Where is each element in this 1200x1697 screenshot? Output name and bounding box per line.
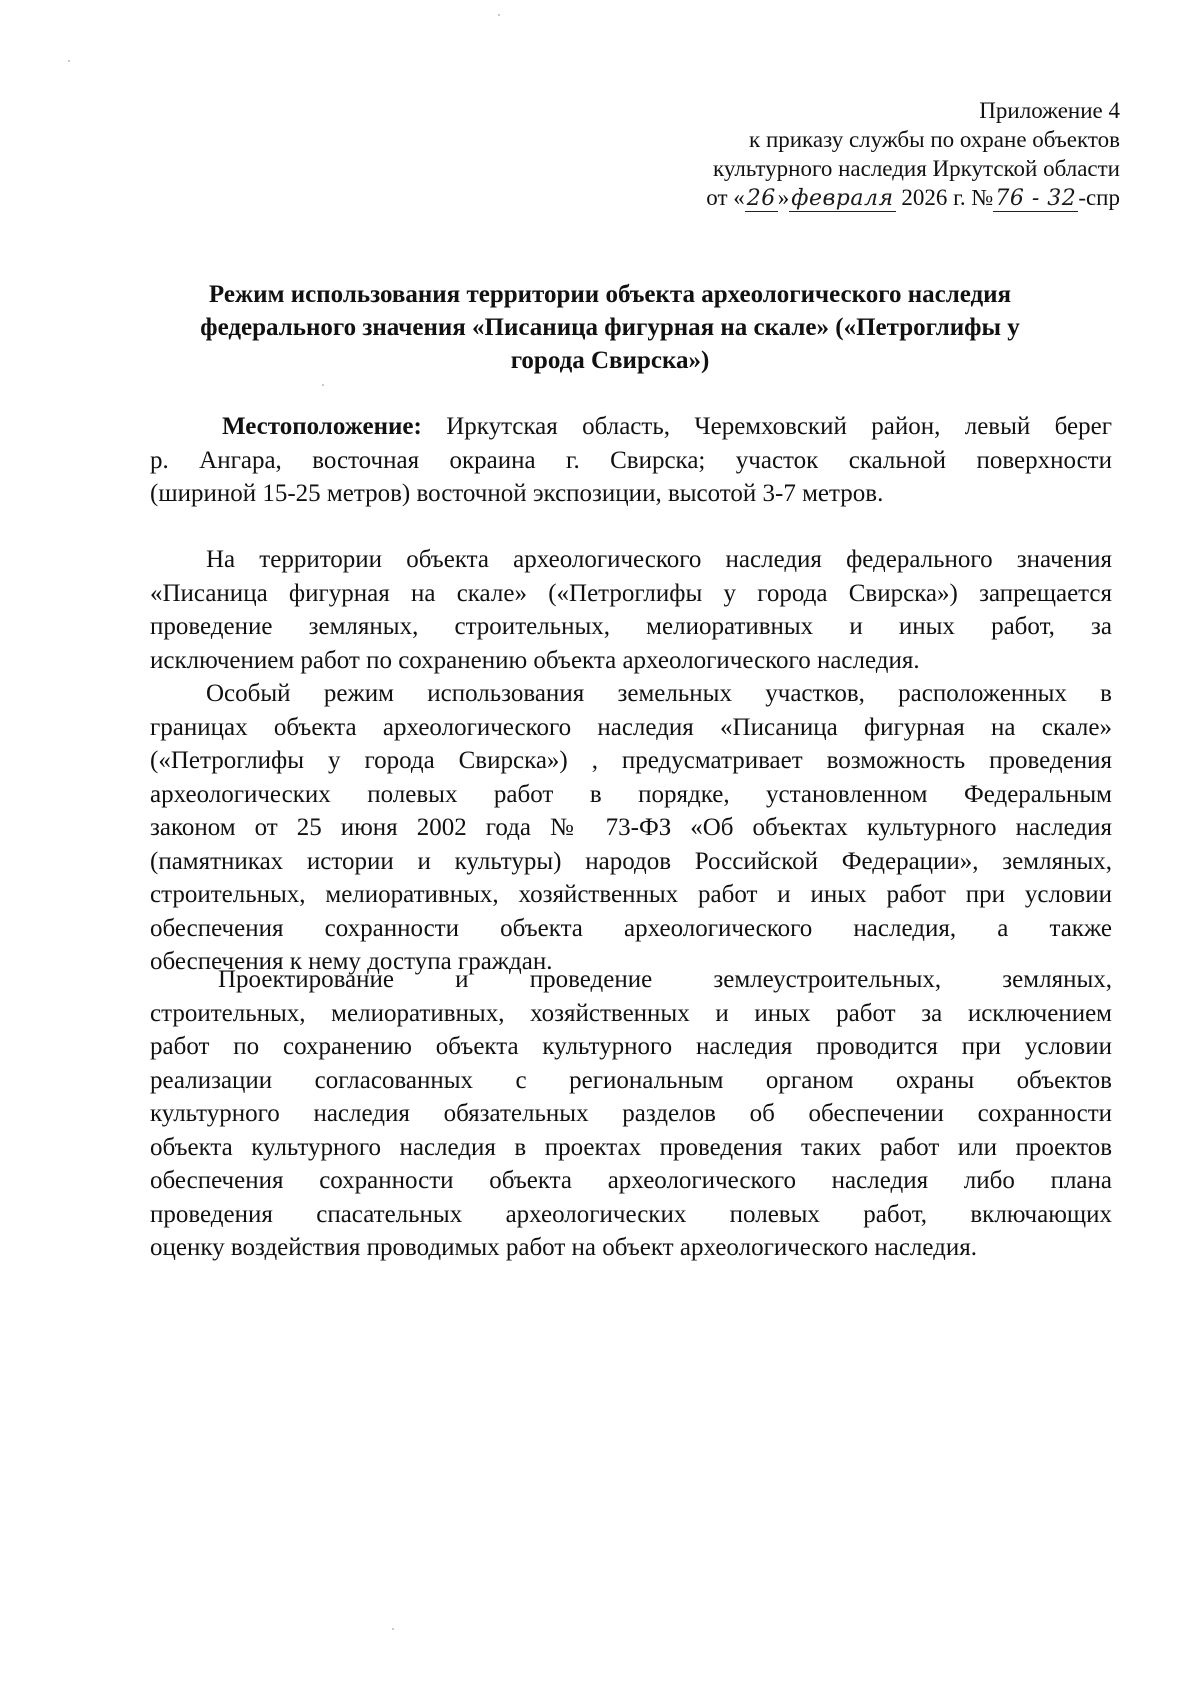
title-line: города Свирска»)	[510, 347, 710, 374]
location-line: р. Ангара, восточная окраина г. Свирска; участок скальной поверхности	[150, 446, 1112, 474]
paragraph-line: (памятниках истории и культуры) народов Российской Федерации», земляных,	[150, 847, 1112, 875]
paragraph-line: («Петроглифы у города Свирска») , предусматривает возможность проведения	[150, 747, 1112, 774]
paragraph-line: строительных, мелиоративных, хозяйственных и иных работ за исключением	[150, 999, 1112, 1027]
scan-speck	[68, 60, 70, 62]
title-line: Режим использования территории объекта археологического наследия	[208, 281, 1012, 308]
paragraph-design	[150, 963, 1112, 1265]
paragraph-line: обеспечения сохранности объекта археологического наследия, а также	[150, 914, 1112, 942]
handwritten-day: 26	[746, 186, 776, 211]
date-prefix: от «	[706, 185, 745, 210]
location-line	[150, 410, 1112, 444]
scan-speck	[498, 14, 500, 16]
scan-speck	[392, 1628, 394, 1630]
appendix-order-ref: к приказу службы по охране объектов	[749, 127, 1120, 152]
title-line: федерального значения «Писаница фигурная на скале» («Петроглифы у	[200, 314, 1020, 341]
location-text: Иркутская область, Черемховский район, левый берег	[446, 413, 1112, 440]
paragraph-line: Особый режим использования земельных участков, расположенных в	[206, 680, 1112, 707]
paragraph-line: строительных, мелиоративных, хозяйственных работ и иных работ при условии	[150, 881, 1112, 908]
paragraph-line: проведение земляных, строительных, мелиоративных и иных работ, за	[150, 613, 1112, 640]
paragraph-line: обеспечения сохранности объекта археологического наследия либо плана	[150, 1167, 1112, 1194]
handwritten-number: 76 - 32	[995, 186, 1077, 211]
paragraph-line: На территории объекта археологического наследия федерального значения	[206, 546, 1112, 573]
paragraph-line: границах объекта археологического наследия «Писаница фигурная на скале»	[150, 713, 1112, 741]
appendix-date-line	[560, 183, 1120, 213]
paragraph-line: проведения спасательных археологических полевых работ, включающих	[150, 1200, 1112, 1228]
paragraph-line: культурного наследия обязательных разделов об обеспечении сохранности	[150, 1100, 1112, 1127]
paragraph-line: обеспечения к нему доступа граждан.	[150, 948, 553, 975]
number-suffix: -спр	[1078, 185, 1120, 210]
appendix-authority: культурного наследия Иркутской области	[713, 156, 1120, 181]
location-line: (шириной 15-25 метров) восточной экспозиции, высотой 3-7 метров.	[150, 480, 884, 507]
handwritten-month: февраля	[791, 186, 894, 211]
appendix-header	[560, 96, 1120, 213]
location-label: Местоположение:	[222, 413, 422, 440]
paragraph-line: археологических полевых работ в порядке, установленном Федеральным	[150, 780, 1112, 808]
paragraph-line: «Писаница фигурная на скале» («Петроглифы у города Свирска») запрещается	[150, 579, 1112, 607]
location-section	[150, 410, 1112, 511]
paragraph-line: Проектирование и проведение землеустроительных, земляных,	[218, 966, 1112, 993]
appendix-number: Приложение 4	[979, 98, 1120, 123]
date-year: 2026 г. №	[901, 185, 994, 210]
paragraph-line: исключением работ по сохранению объекта археологического наследия.	[150, 646, 920, 674]
scan-speck	[322, 384, 324, 386]
document-title	[140, 278, 1080, 377]
paragraph-line: реализации согласованных с региональным органом охраны объектов	[150, 1066, 1112, 1094]
date-quote-close: »	[777, 185, 790, 210]
paragraph-line: работ по сохранению объекта культурного наследия проводится при условии	[150, 1033, 1112, 1060]
paragraph-line: законом от 25 июня 2002 года № 73-ФЗ «Об объектах культурного наследия	[150, 814, 1112, 841]
paragraph-prohibition	[150, 543, 1112, 677]
paragraph-line: оценку воздействия проводимых работ на объект археологического наследия.	[150, 1234, 978, 1261]
paragraph-line: объекта культурного наследия в проектах проведения таких работ или проектов	[150, 1133, 1112, 1161]
paragraph-special-regime	[150, 677, 1112, 979]
